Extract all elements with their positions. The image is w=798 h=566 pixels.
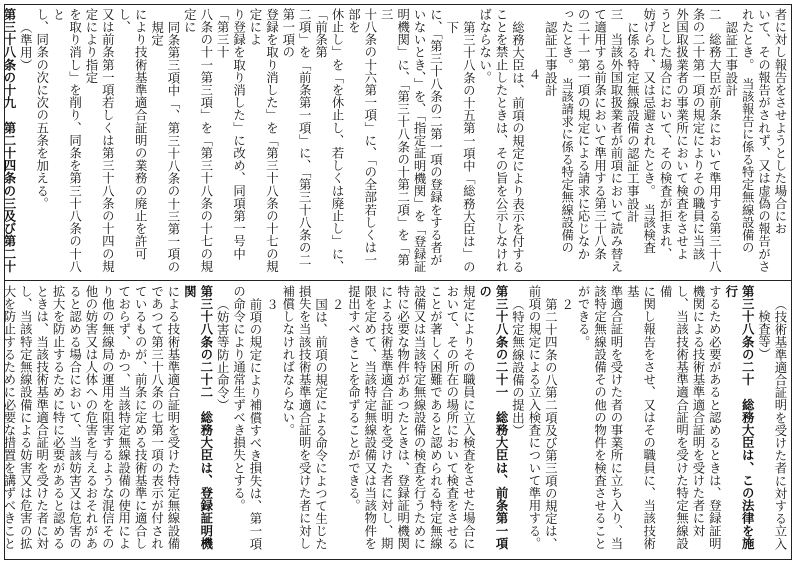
upper-text-line: ことを禁止したときは、その旨を公示しなけれ [494,8,510,273]
upper-text-line: の二十一第一項の規定による請求に応じなか [576,8,592,260]
lower-text-line: ができる。 [576,285,592,348]
lower-text-line: による技術基準適合証明を受けた者に対し、期 [379,285,395,550]
upper-text-line: 三 当該外国取扱業者が前項において読み替え [608,8,624,273]
lower-tier [1,285,788,555]
upper-text-line: 認証工事設計 [543,20,559,97]
lower-text-line: 国は、前項の規定による命令によつて生じた [313,297,329,550]
lower-text-line: 検査等） [756,310,772,361]
lower-article-heading: 第三十八条の二十一 総務大臣は、前条第一項の [477,285,510,550]
upper-text-line: うとした場合において、その検査が拒まれ、 [658,8,674,260]
upper-text-line: を取り消し」を削り、同条を第三十八条の十八と [51,8,83,273]
upper-tier [1,8,788,276]
upper-text-line: ばならない。 [477,8,493,84]
lower-text-line: 限を定めて、当該特定無線設備又は当該物件を [362,285,378,550]
lower-text-line: ２ [330,297,346,311]
lower-text-line: ２ [559,297,575,311]
upper-text-line: 八条の十一第三項」を「第三十八条の十七の規定に [182,8,214,273]
upper-text-line: に、「第三十八条の二第一項の登録をする者が [428,8,444,267]
upper-article-heading: 第三十八条の十九 第二十四条の三及び第二十 [1,8,17,273]
lower-text-line: 特に必要な物件があつたときは、登録証明機関 [395,285,411,550]
upper-text-line: いないとき、」を、「指定証明機関」を「登録証 [412,8,428,273]
upper-text-line: れたとき。 当該報告に係る特定無線設備の [740,8,756,254]
upper-text-line: て適用する前条において準用する第三十八条 [592,8,608,260]
lower-text-line: 拡大を防止するために特に必要があると認める [51,285,67,550]
lower-text-line: 他の妨害又は人体への危害を与えるおそれがあ [83,285,99,550]
upper-text-line: 登録を取り消した」を「第三十八条の十七の規定によ [248,8,280,273]
upper-text-line: 妨げられ、又は忌避されたとき。 当該検査 [641,8,657,254]
upper-text-line: 二項」を「前条第一項」に、「第三十八条の二第一項の [280,8,313,267]
lower-text-line: 規定によりその職員に立入検査をさせた場合に [461,285,477,550]
lower-article-heading: 第三十八条の二十二 総務大臣は、登録証明機関 [182,285,214,550]
lower-text-line: （妨害等防止命令） [215,297,231,411]
upper-text-line: 二 総務大臣が前条において準用する第三十八 [707,8,723,273]
upper-text-line: ったとき。 当該請求に係る特定無線設備の [559,8,575,254]
upper-tier-text [0,8,788,276]
lower-article-heading: 第三十八条の二十 総務大臣は、この法律を施行 [723,285,756,550]
upper-text-line: いて、その報告がされず、又は虚偽の報告がさ [756,8,772,273]
lower-text-line: であつて第三十八条の七第一項の表示が付され [149,285,165,550]
lower-text-line: の命令により通常生ずべき損失とする。 [231,285,247,512]
lower-text-line: り他の無線局の運用を阻害するような混信その [100,285,116,550]
lower-text-line: 該特定無線設備その他の物件を検査させること [592,285,608,550]
lower-text-line: し、当該特定無線設備による妨害又は危害の拡 [18,285,34,550]
lower-tier-text [0,285,788,555]
upper-text-line: 明機関」に、「第三十八条の十第二項」を「第三 [379,8,411,267]
lower-text-line: ことが著しく困難であると認められる特定無線 [428,285,444,550]
upper-text-line: 者に対し報告をさせようとした場合にお [773,8,788,235]
upper-text-line: 第三十八条の十五第一項中「総務大臣は」の下 [444,20,477,273]
upper-text-line: り登録を取り消した」に改め、同項第一号中「第三十 [215,8,247,260]
lower-text-line: ておらず、かつ、当該特定無線設備の使用によ [116,285,132,550]
lower-text-line: 第二十四条の八第二項及び第三項の規定は、 [543,297,559,550]
upper-text-line: 同条第三項中「、第三十八条の十三第一項の規定 [149,20,181,273]
upper-text-line: 総務大臣は、前項の規定により表示を付する [510,20,526,273]
lower-text-line: 前項の規定による立入検査について準用する。 [526,285,542,550]
lower-text-line: 補償しなければならない。 [280,285,296,437]
upper-text-line: （準用） [18,20,34,71]
lower-text-line: ると認める場合において、当該妨害又は危害の [67,285,83,550]
upper-text-line: 休止し」を「を休止し、若しくは廃止し」に、「前条第 [313,8,346,273]
upper-text-line: 十八条の十六第一項」に、「の全部若しくは一部を [346,8,378,267]
lower-text-line: 大を防止するために必要な措置を講ずべきこと [1,285,17,550]
lower-text-line: 損失を当該技術基準適合証明を受けた者に対し [297,285,313,550]
lower-text-line: 提出すべきことを命ずることができる。 [346,285,362,512]
upper-text-line: 外国取扱業者の事業所において検査をさせよ [674,8,690,260]
lower-text-line: （特定無線設備の提出） [510,297,526,437]
lower-text-line: 機関による技術基準適合証明を受けた者に対 [690,285,706,537]
upper-text-line: 又は前条第一項若しくは第三十八条の十四の規定により指定 [83,8,116,273]
tier-divider [4,280,792,281]
lower-text-line: 前項の規定により補償すべき損失は、第一項 [248,297,263,550]
lower-text-line: ているものが、前条に定める技術基準に適合し [133,285,149,550]
lower-text-line: するため必要があると認めるときは、登録証明 [707,285,723,550]
upper-text-line: 認証工事設計 [723,20,739,97]
lower-text-line: （技術基準適合証明を受けた者に対する立入 [773,297,788,550]
lower-text-line: し、当該技術基準適合証明を受けた特定無線設備 [658,285,690,550]
upper-text-line: 条の二十第一項の規定によりその職員に当該 [690,8,706,260]
upper-text-line: に係る特定無線設備の認証工事設計 [625,20,641,223]
lower-text-line: に関し報告をさせ、又はその職員に、当該技術基 [625,285,657,550]
lower-text-line: 設備又は当該特定無線設備の検査を行うために [412,285,428,550]
lower-text-line: ３ [264,297,280,311]
lower-text-line: ときは、当該技術基準適合証明を受けた者に対 [34,285,50,550]
upper-text-line: ４ [526,68,542,81]
lower-text-line: による技術基準適合証明を受けた特定無線設備 [165,285,181,550]
lower-text-line: 準適合証明を受けた者の事業所に立ち入り、当 [608,285,624,550]
lower-text-line: おいて、その所在の場所において検査をさせる [444,285,460,550]
upper-text-line: し、同条の次に次の五条を加える。 [34,8,50,210]
upper-text-line: により技術基準適合証明の業務の廃止を許可し、 [116,8,149,260]
